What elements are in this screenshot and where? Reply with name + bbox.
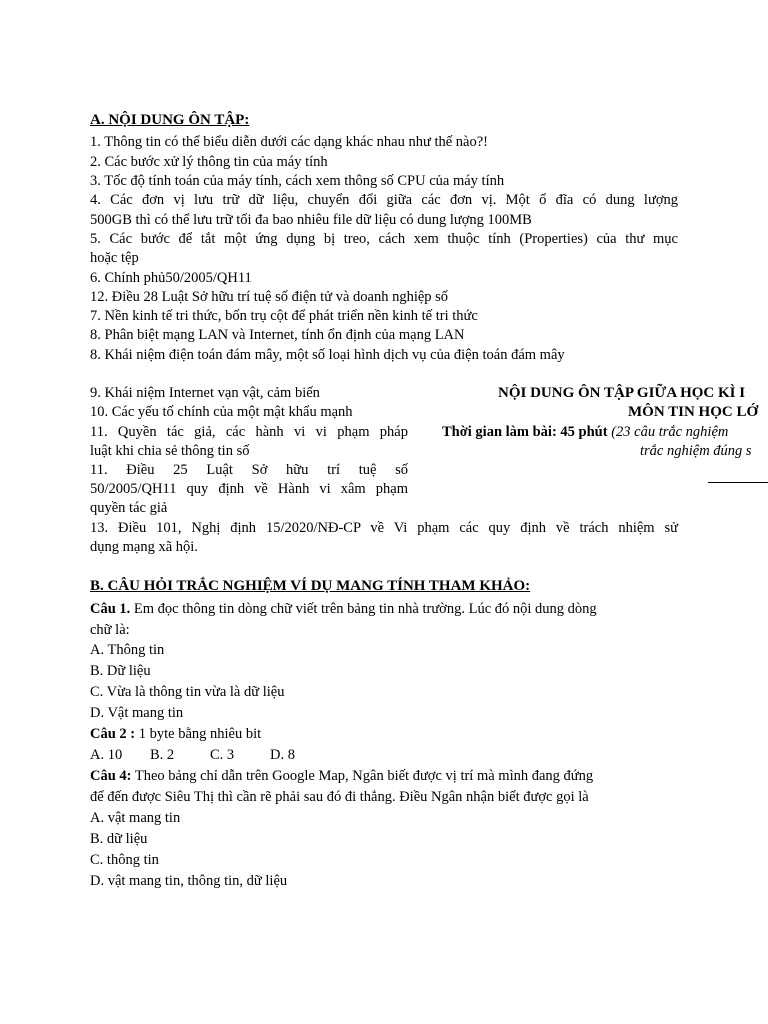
review-item: 11. Điều 25 Luật Sở hữu trí tuệ số (90, 462, 408, 478)
review-item-cont: dụng mạng xã hội. (90, 539, 198, 555)
exam-time-note2: trắc nghiệm đúng s (640, 443, 752, 459)
answer-option: A. vật mang tin (90, 810, 181, 826)
question-4 (90, 766, 593, 786)
exam-time-note: (23 câu trắc nghiệm (611, 424, 729, 440)
answer-option: A. Thông tin (90, 642, 165, 658)
answer-option: D. 8 (270, 747, 295, 763)
review-item: 10. Các yếu tố chính của một mật khẩu mạnh (90, 404, 353, 420)
review-item-cont: luật khi chia sẻ thông tin số (90, 443, 250, 459)
answer-option: B. 2 (150, 747, 175, 763)
answer-option: C. Vừa là thông tin vừa là dữ liệu (90, 684, 285, 700)
review-item: 9. Khái niệm Internet vạn vật, cảm biến (90, 385, 320, 401)
answer-option: C. 3 (210, 747, 235, 763)
answer-option: B. dữ liệu (90, 831, 148, 847)
question-text-cont: chữ là: (90, 622, 130, 638)
review-item: 1. Thông tin có thể biểu diễn dưới các dạng khác nhau như thế nào?! (90, 134, 488, 150)
review-item-cont: hoặc tệp (90, 250, 139, 266)
answer-option: C. thông tin (90, 852, 159, 868)
question-text: 1 byte bằng nhiêu bit (135, 726, 262, 742)
review-item-cont: 50/2005/QH11 quy định về Hành vi xâm phạm (90, 481, 408, 497)
section-b-heading: B. CÂU HỎI TRẮC NGHIỆM VÍ DỤ MANG TÍNH THAM KHẢO: (90, 578, 531, 594)
review-item: 5. Các bước để tắt một ứng dụng bị treo, cách xem thuộc tính (Properties) của thư mục (90, 231, 678, 247)
review-item: 12. Điều 28 Luật Sở hữu trí tuệ số điện tử và doanh nghiệp số (90, 289, 449, 305)
review-item-cont: quyền tác giả (90, 500, 168, 516)
review-item: 8. Phân biệt mạng LAN và Internet, tính ổn định của mạng LAN (90, 327, 465, 343)
review-item: 7. Nền kinh tế tri thức, bốn trụ cột để phát triển nền kinh tế tri thức (90, 308, 478, 324)
question-label: Câu 4: (90, 768, 132, 784)
exam-time-label: Thời gian làm bài: 45 phút (442, 424, 608, 440)
review-item: 6. Chính phủ50/2005/QH11 (90, 270, 252, 286)
answer-option: D. vật mang tin, thông tin, dữ liệu (90, 873, 288, 889)
question-text-cont: để đến được Siêu Thị thì cần rẽ phải sau đó đi thẳng. Điều Ngân nhận biết được gọi là (90, 789, 589, 805)
question-2 (90, 724, 261, 744)
review-item: 3. Tốc độ tính toán của máy tính, cách xem thông số CPU của máy tính (90, 173, 505, 189)
answer-options-row (90, 745, 330, 765)
review-item: 11. Quyền tác giả, các hành vi vi phạm pháp (90, 424, 408, 440)
question-1 (90, 599, 597, 619)
review-item: 2. Các bước xử lý thông tin của máy tính (90, 154, 328, 170)
review-item-cont: 500GB thì có thể lưu trữ tối đa bao nhiêu file dữ liệu có dung lượng 100MB (90, 212, 532, 228)
exam-time (442, 422, 728, 442)
review-item: 8. Khái niệm điện toán đám mây, một số loại hình dịch vụ của điện toán đám mây (90, 347, 565, 363)
review-item: 4. Các đơn vị lưu trữ dữ liệu, chuyển đổi giữa các đơn vị. Một ổ đĩa có dung lượng (90, 192, 678, 208)
exam-subject: MÔN TIN HỌC LỚ (628, 404, 759, 420)
exam-time-note-cont (640, 441, 752, 461)
answer-option: D. Vật mang tin (90, 705, 184, 721)
question-label: Câu 2 : (90, 726, 136, 742)
question-text: Theo bảng chỉ dẫn trên Google Map, Ngân biết được vị trí mà mình đang đứng (131, 768, 594, 784)
review-item: 13. Điều 101, Nghị định 15/2020/NĐ-CP về Vi phạm các quy định về trách nhiệm sử (90, 520, 678, 536)
section-a-heading: A. NỘI DUNG ÔN TẬP: (90, 112, 250, 128)
question-label: Câu 1. (90, 601, 131, 617)
answer-option: B. Dữ liệu (90, 663, 151, 679)
question-text: Em đọc thông tin dòng chữ viết trên bảng tin nhà trường. Lúc đó nội dung dòng (130, 601, 597, 617)
header-rule (708, 482, 768, 483)
answer-option: A. 10 (90, 747, 123, 763)
exam-title: NỘI DUNG ÔN TẬP GIỮA HỌC KÌ I (498, 385, 746, 401)
